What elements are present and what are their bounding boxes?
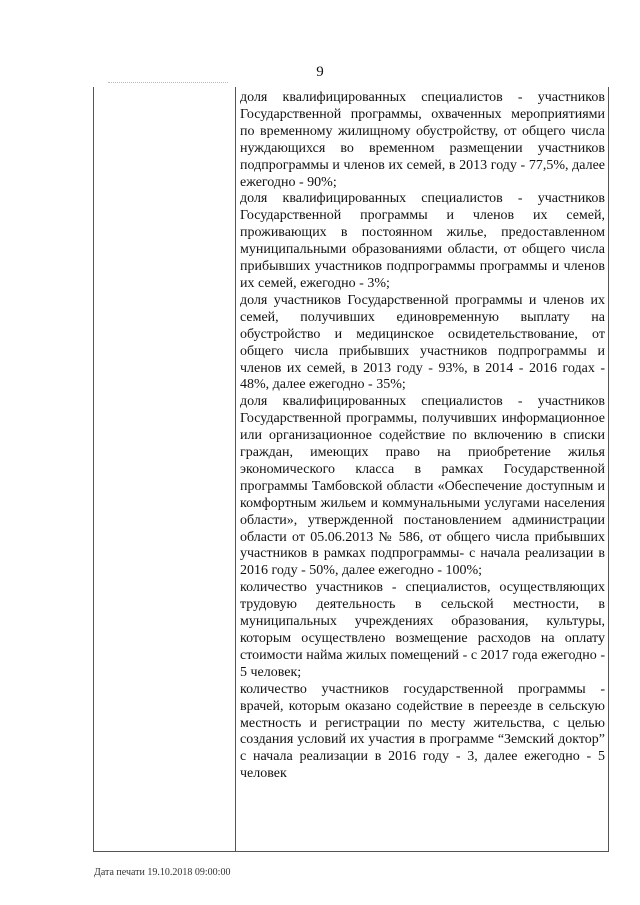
indicator-paragraph: количество участников государственной программы - врачей, которым оказано содействие в переезде в сельскую местность и регистрации по месту жительства, с целью создания условий их участия в программе “Земский доктор” с начала реализации в 2016 году - 3, далее ежегодно - 5 человек [240,681,605,782]
table-left-border [93,87,94,852]
table-bottom-border [93,851,609,852]
print-date-footer: Дата печати 19.10.2018 09:00:00 [94,867,231,878]
scan-artifact [108,82,228,84]
indicator-paragraph: доля квалифицированных специалистов - участников Государственной программы, охваченных мероприятиями по временному жилищному обустройству, от общего числа нуждающихся во временном размещении участников подпрограммы и членов их семей, в 2013 году - 77,5%, далее ежегодно - 90%; [240,90,605,190]
indicator-paragraph: доля участников Государственной программы и членов их семей, получивших единовременную выплату на обустройство и медицинское освидетельствование, от общего числа прибывших участников подпрограммы и членов их семей, в 2013 году - 93%, в 2014 - 2016 годах - 48%, далее ежегодно - 35%; [240,292,605,393]
page-number: 9 [316,64,324,80]
table-right-border [608,87,609,852]
indicator-paragraph: количество участников - специалистов, осуществляющих трудовую деятельность в сельской местности, в муниципальных учреждениях образования, культуры, которым осуществлено возмещение расходов на оплату стоимости найма жилых помещений - с 2017 года ежегодно - 5 человек; [240,580,605,680]
indicator-table [93,87,609,852]
table-column-divider [235,87,236,852]
indicator-paragraph: доля квалифицированных специалистов - участников Государственной программы и членов их семей, проживающих в постоянном жилье, предоставленном муниципальными образованиями области, от общего числа прибывших участников подпрограммы программы и членов их семей, ежегодно - 3%; [240,191,605,291]
indicators-cell [240,90,605,783]
indicator-paragraph: доля квалифицированных специалистов - участников Государственной программы, получивших информационное или организационное содействие по включению в списки граждан, имеющих право на приобретение жилья экономического класса в рамках Государственной программы Тамбовской области «Обеспечение доступным и комфортным жильем и коммунальными услугами населения области», утвержденной постановлением администрации области от 05.06.2013 № 586, от общего числа прибывших участников в рамках подпрограммы- с начала реализации в 2016 году - 50%, далее ежегодно - 100%; [240,394,605,579]
